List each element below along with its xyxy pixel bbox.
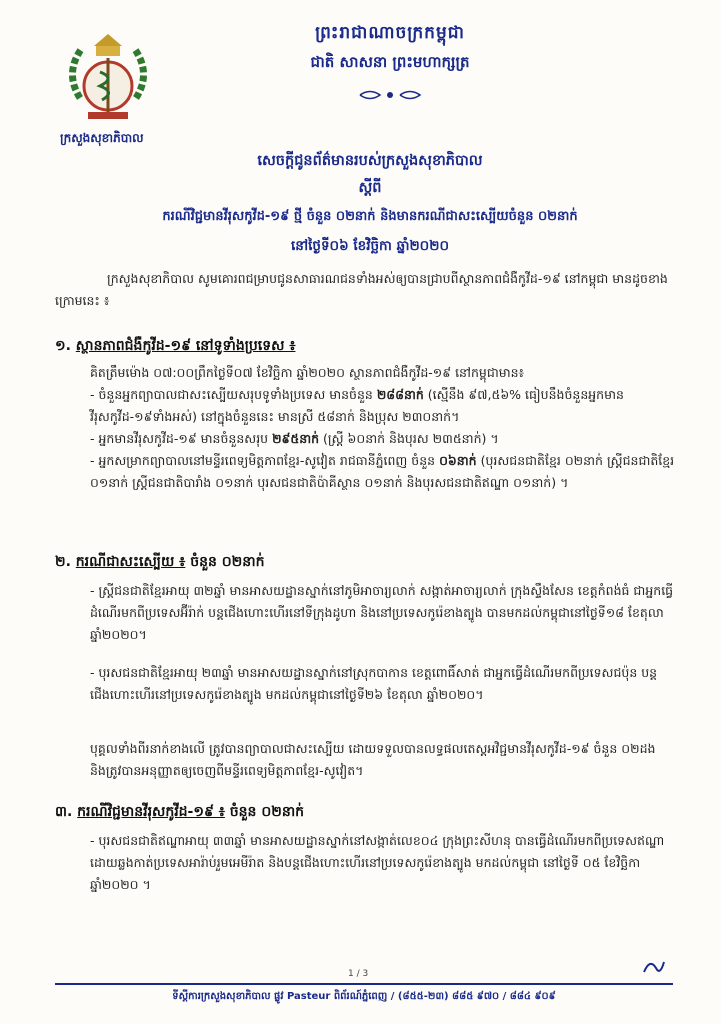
section-1-bullet-hospitalized	[90, 450, 675, 494]
section-2-case-2: - បុរសជនជាតិខ្មែរអាយុ ២៣ឆ្នាំ មានអាសយដ្ឋានស្នាក់នៅស្រុកបាកាន ខេត្តពោធិ៍សាត់ ជាអ្នកធ្វើដំណើរមកពីប្រទេសជប៉ុន បន្តជើងហោះហើរនៅប្រទេសកូរ៉េខាងត្បូង មកដល់កម្ពុជានៅថ្ងៃទី២៦ ខែតុលា ឆ្នាំ២០២០។	[90, 665, 658, 702]
bullet-text: (បុរសជនជាតិខ្មែរ ០២នាក់ ស្ត្រីជនជាតិខ្មែរ ០១នាក់ ស្ត្រីជនជាតិបារាំង ០១នាក់ បុរសជនជាតិប៉ាគីស្ថាន ០១នាក់ និងបុរសជនជាតិឥណ្ឌា ០១នាក់) ។	[90, 453, 675, 490]
footer-address: ទីស្តីការក្រសួងសុខាភិបាល ផ្លូវ Pasteur ពិព័រណ៍ភ្នំពេញ / (៨៥៥-២៣) ៨៨៥ ៩៧០ / ៨៨៤ ៩០៩	[172, 991, 556, 1002]
footer-divider	[55, 983, 673, 985]
section-2-count: ចំនួន ០២នាក់	[190, 554, 265, 570]
recovered-count: ២៨៨នាក់	[376, 387, 424, 402]
section-1-title: ស្ថានភាពជំងឺកូវីដ-១៩ នៅទូទាំងប្រទេស ៖	[75, 338, 296, 354]
title-subject: ករណីវិជ្ជមានវីរុសកូវីដ-១៩ ថ្មី ចំនួន ០២នាក់ និងមានករណីជាសះស្បើយចំនួន ០២នាក់	[162, 209, 578, 224]
section-2-title: ករណីជាសះស្បើយ ៖	[75, 554, 186, 570]
section-2-number: ២.	[55, 554, 71, 570]
section-1-lead: គិតត្រឹមម៉ោង ០៧:០០ព្រឹកថ្ងៃទី០៧ ខែវិច្ឆិកា ឆ្នាំ២០២០ ស្ថានភាពជំងឺកូវីដ-១៩ នៅកម្ពុជាមាន៖	[90, 365, 525, 380]
bullet-text: - អ្នកសម្រាកព្យាបាលនៅមន្ទីរពេទ្យមិត្តភាពខ្មែរ-សូវៀត រាជធានីភ្នំពេញ ចំនួន	[90, 453, 440, 468]
page-number: 1 / 3	[348, 969, 369, 979]
bullet-text: (ស្ត្រី ៦០នាក់ និងបុរស ២៣៥នាក់) ។	[319, 431, 499, 446]
section-2-case-1: - ស្ត្រីជនជាតិខ្មែរអាយុ ៣២ឆ្នាំ មានអាសយដ្ឋានស្នាក់នៅភូមិអាចារ្យលាក់ សង្កាត់អាចារ្យលាក់ ក្រុងស្ទឹងសែន ខេត្តកំពង់ធំ ជាអ្នកធ្វើដំណើរមកពីប្រទេសអ៊ីរ៉ាក់ បន្តជើងហោះហើរនៅទីក្រុងដូហា និងនៅប្រទេសកូរ៉េខាងត្បូង បានមកដល់កម្ពុជានៅថ្ងៃទី១៨ ខែតុលា ឆ្នាំ២០២០។	[90, 583, 674, 642]
section-3-count: ចំនួន ០២នាក់	[229, 804, 305, 820]
hospitalized-count: ០៦នាក់	[439, 453, 477, 468]
section-1-number: ១.	[55, 338, 71, 354]
kingdom-heading	[260, 22, 520, 75]
bullet-text: - ចំនួនអ្នកព្យាបាលជាសះស្បើយសរុបទូទាំងប្រទេស មានចំនួន	[90, 387, 377, 402]
section-3-title: ករណីវិជ្ជមានវីរុសកូវីដ-១៩ ៖	[77, 804, 225, 820]
total-count: ២៩៥នាក់	[272, 431, 320, 446]
document-titles	[60, 152, 680, 257]
kingdom-line-2: ជាតិ សាសនា ព្រះមហាក្សត្រ	[310, 53, 470, 71]
title-announcement: សេចក្តីជូនព័ត៌មានរបស់ក្រសួងសុខាភិបាល	[257, 153, 483, 169]
section-2-heading	[55, 552, 264, 573]
section-3-number: ៣.	[55, 804, 73, 820]
section-3-heading	[55, 802, 304, 823]
title-date: នៅថ្ងៃទី០៦ ខែវិច្ឆិកា ឆ្នាំ២០២០	[290, 238, 450, 254]
section-1-bullet-recovered	[90, 384, 675, 428]
ministry-name: ក្រសួងសុខាភិបាល	[60, 131, 144, 145]
kingdom-line-1: ព្រះរាជាណាចក្រកម្ពុជា	[315, 23, 465, 43]
section-3-case-1: - បុរសជនជាតិឥណ្ឌាអាយុ ៣៣ឆ្នាំ មានអាសយដ្ឋានស្នាក់នៅសង្កាត់លេខ០៤ ក្រុងព្រះសីហនុ បានធ្វើដំណើរមកពីប្រទេសឥណ្ឌា ដោយឆ្លងកាត់ប្រទេសអារ៉ាប់រួមអេមីរ៉ាត និងបន្តជើងហោះហើរនៅប្រទេសកូរ៉េខាងត្បូង មកដល់កម្ពុជា នៅថ្ងៃទី ០៥ ខែវិច្ឆិកា ឆ្នាំ២០២០ ។	[90, 833, 665, 892]
ministry-logo	[58, 28, 158, 140]
section-1-heading	[55, 336, 295, 357]
bullet-text: - អ្នកមានវីរុសកូវីដ-១៩ មានចំនួនសរុប	[90, 431, 273, 446]
section-1-bullet-total	[90, 428, 675, 450]
bullet-text: (ស្មើនឹង ៩៧,៥៦% ធៀបនឹងចំនួនអ្នកមានវីរុសកូវីដ-១៩ទាំងអស់) នៅក្នុងចំនួននេះ មានស្រី ៥៨នាក់ និងប្រុស ២៣០នាក់។	[90, 387, 624, 424]
title-regarding: ស្តីពី	[358, 180, 382, 196]
intro-paragraph: ក្រសួងសុខាភិបាល សូមគោរពជម្រាបជូនសាធារណជនទាំងអស់ឲ្យបានជ្រាបពីស្ថានភាពជំងឺកូវីដ-១៩ នៅកម្ពុជា មានដូចខាងក្រោមនេះ ៖	[55, 271, 668, 308]
initials-mark-icon	[640, 956, 668, 978]
ornament-divider-icon	[355, 88, 425, 102]
section-2-closing: បុគ្គលទាំងពីរនាក់ខាងលើ ត្រូវបានព្យាបាលជាសះស្បើយ ដោយទទួលបានលទ្ធផលតេស្តអវិជ្ជមានវីរុសកូវីដ-១៩ ចំនួន ០២ដង និងត្រូវបានអនុញ្ញាតឲ្យចេញពីមន្ទីរពេទ្យមិត្តភាពខ្មែរ-សូវៀត។	[90, 741, 656, 778]
